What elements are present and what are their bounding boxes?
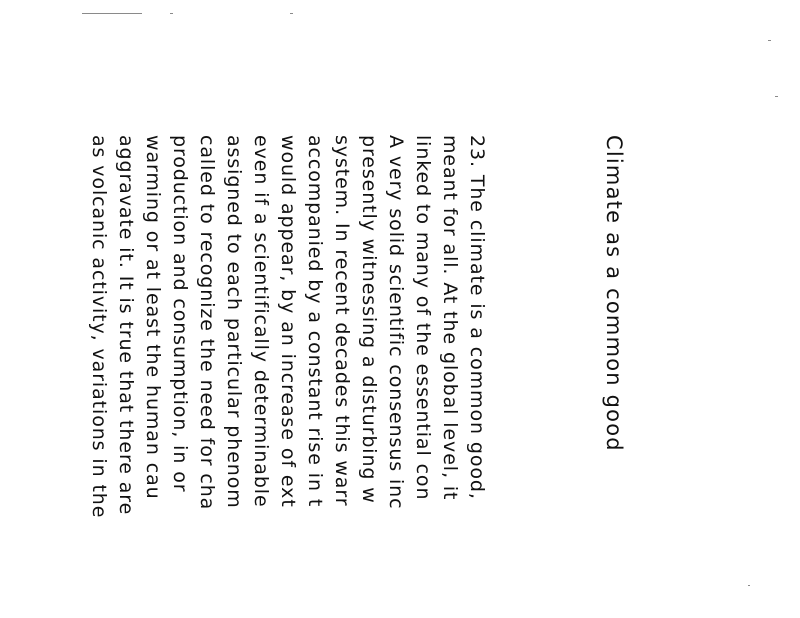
scan-artifact [170, 13, 173, 14]
scan-artifact [290, 13, 293, 14]
scan-artifact [748, 585, 750, 586]
paragraph-line: meant for all. At the global level, it [439, 135, 461, 501]
paragraph-line: accompanied by a constant rise in t [304, 135, 326, 508]
paragraph-line: would appear, by an increase of ext [277, 135, 299, 508]
paragraph-line: called to recognize the need for cha [196, 135, 218, 511]
scan-artifact [82, 13, 142, 14]
paragraph-line: as volcanic activity, variations in the [88, 135, 110, 519]
section-heading: Climate as a common good [602, 135, 626, 452]
paragraph-line: warming or at least the human cau [142, 135, 164, 500]
paragraph-line: linked to many of the essential con [412, 135, 434, 501]
paragraph-line: assigned to each particular phenom [223, 135, 245, 509]
paragraph-line: 23. The climate is a common good, [466, 135, 488, 500]
paragraph-line: production and consumption, in or [169, 135, 191, 493]
scan-artifact [775, 96, 778, 97]
paragraph-line: presently witnessing a disturbing w [358, 135, 380, 504]
paragraph-line: aggravate it. It is true that there are [115, 135, 137, 516]
paragraph-line: A very solid scientific consensus inc [385, 135, 407, 510]
paragraph-line: system. In recent decades this warr [331, 135, 353, 507]
paragraph-line: even if a scientifically determinable [250, 135, 272, 508]
scan-artifact [768, 40, 771, 41]
